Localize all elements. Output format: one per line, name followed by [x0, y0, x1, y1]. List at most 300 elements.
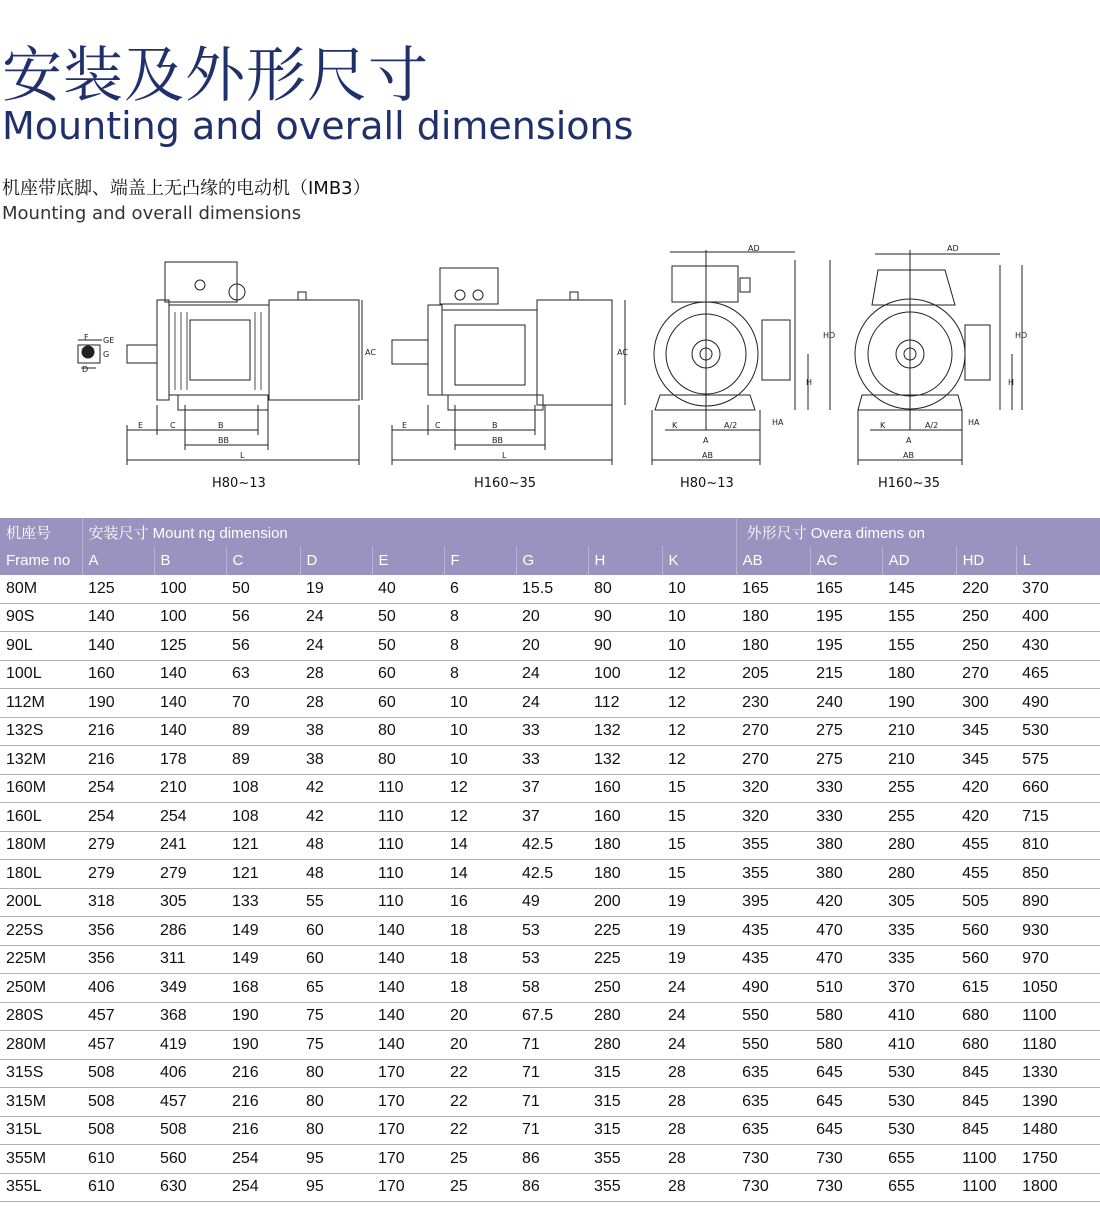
value-cell: 80 — [372, 717, 444, 746]
value-cell: 28 — [662, 1059, 736, 1088]
value-cell: 180 — [588, 831, 662, 860]
value-cell: 254 — [226, 1145, 300, 1174]
table-row — [0, 917, 1100, 946]
frame-cell: 90S — [0, 603, 82, 632]
table-body — [0, 575, 1100, 1202]
value-cell: 220 — [956, 575, 1016, 603]
value-cell: 10 — [662, 575, 736, 603]
value-cell: 345 — [956, 746, 1016, 775]
value-cell: 71 — [516, 1116, 588, 1145]
value-cell: 250 — [588, 974, 662, 1003]
end-view-small-drawing — [652, 250, 830, 465]
value-cell: 180 — [882, 660, 956, 689]
value-cell: 330 — [810, 803, 882, 832]
table-row — [0, 1002, 1100, 1031]
column-header-ad: AD — [882, 546, 956, 575]
value-cell: 170 — [372, 1145, 444, 1174]
value-cell: 149 — [226, 917, 300, 946]
value-cell: 33 — [516, 746, 588, 775]
table-row — [0, 1116, 1100, 1145]
dimensions-table — [0, 518, 1100, 1202]
value-cell: 48 — [300, 831, 372, 860]
value-cell: 90 — [588, 603, 662, 632]
value-cell: 112 — [588, 689, 662, 718]
label-BB-1: BB — [218, 436, 229, 445]
label-A-2: A — [906, 436, 912, 445]
value-cell: 53 — [516, 945, 588, 974]
value-cell: 510 — [810, 974, 882, 1003]
label-HA-1: HA — [772, 418, 784, 427]
table-row — [0, 746, 1100, 775]
value-cell: 195 — [810, 632, 882, 661]
table-header-group-row — [0, 518, 1100, 546]
column-header-e: E — [372, 546, 444, 575]
value-cell: 25 — [444, 1145, 516, 1174]
value-cell: 275 — [810, 717, 882, 746]
frame-cell: 132M — [0, 746, 82, 775]
value-cell: 89 — [226, 717, 300, 746]
value-cell: 140 — [372, 945, 444, 974]
table-header-columns-row — [0, 546, 1100, 575]
value-cell: 419 — [154, 1031, 226, 1060]
value-cell: 1050 — [1016, 974, 1100, 1003]
value-cell: 190 — [226, 1002, 300, 1031]
value-cell: 140 — [372, 1031, 444, 1060]
value-cell: 145 — [882, 575, 956, 603]
value-cell: 65 — [300, 974, 372, 1003]
value-cell: 8 — [444, 660, 516, 689]
frame-cell: 160L — [0, 803, 82, 832]
value-cell: 315 — [588, 1088, 662, 1117]
label-F: F — [84, 333, 89, 342]
frame-cell: 280S — [0, 1002, 82, 1031]
value-cell: 55 — [300, 888, 372, 917]
value-cell: 1750 — [1016, 1145, 1100, 1174]
value-cell: 655 — [882, 1145, 956, 1174]
value-cell: 508 — [82, 1059, 154, 1088]
value-cell: 155 — [882, 603, 956, 632]
value-cell: 60 — [300, 945, 372, 974]
value-cell: 280 — [882, 831, 956, 860]
label-D: D — [82, 365, 89, 374]
column-header-d: D — [300, 546, 372, 575]
value-cell: 170 — [372, 1059, 444, 1088]
value-cell: 80 — [300, 1059, 372, 1088]
table-row — [0, 689, 1100, 718]
value-cell: 241 — [154, 831, 226, 860]
frame-cell: 180L — [0, 860, 82, 889]
value-cell: 71 — [516, 1059, 588, 1088]
table-row — [0, 717, 1100, 746]
page-title-en: Mounting and overall dimensions — [2, 104, 634, 148]
frame-cell: 132S — [0, 717, 82, 746]
value-cell: 48 — [300, 860, 372, 889]
value-cell: 560 — [154, 1145, 226, 1174]
value-cell: 311 — [154, 945, 226, 974]
value-cell: 56 — [226, 603, 300, 632]
value-cell: 56 — [226, 632, 300, 661]
value-cell: 335 — [882, 917, 956, 946]
value-cell: 279 — [154, 860, 226, 889]
value-cell: 279 — [82, 831, 154, 860]
value-cell: 210 — [154, 774, 226, 803]
value-cell: 125 — [82, 575, 154, 603]
value-cell: 18 — [444, 945, 516, 974]
value-cell: 60 — [300, 917, 372, 946]
value-cell: 24 — [662, 1031, 736, 1060]
label-H-1: H — [806, 378, 813, 387]
value-cell: 22 — [444, 1116, 516, 1145]
value-cell: 160 — [588, 774, 662, 803]
value-cell: 200 — [588, 888, 662, 917]
side-view-large-drawing — [392, 268, 625, 465]
value-cell: 15 — [662, 860, 736, 889]
table-row — [0, 945, 1100, 974]
label-A2-1: A/2 — [724, 421, 738, 430]
value-cell: 19 — [662, 945, 736, 974]
value-cell: 110 — [372, 888, 444, 917]
value-cell: 490 — [736, 974, 810, 1003]
value-cell: 70 — [226, 689, 300, 718]
value-cell: 110 — [372, 803, 444, 832]
drawing-caption-2: H160~35 — [474, 476, 537, 491]
value-cell: 845 — [956, 1059, 1016, 1088]
value-cell: 635 — [736, 1059, 810, 1088]
value-cell: 225 — [588, 945, 662, 974]
table-row — [0, 603, 1100, 632]
dimension-drawings — [0, 238, 1100, 500]
value-cell: 465 — [1016, 660, 1100, 689]
value-cell: 635 — [736, 1088, 810, 1117]
value-cell: 28 — [662, 1173, 736, 1202]
value-cell: 410 — [882, 1031, 956, 1060]
value-cell: 1800 — [1016, 1173, 1100, 1202]
value-cell: 715 — [1016, 803, 1100, 832]
value-cell: 95 — [300, 1145, 372, 1174]
label-BB-2: BB — [492, 436, 503, 445]
value-cell: 280 — [882, 860, 956, 889]
value-cell: 230 — [736, 689, 810, 718]
page-title-cn: 安装及外形尺寸 — [2, 41, 429, 111]
value-cell: 355 — [588, 1173, 662, 1202]
value-cell: 140 — [154, 689, 226, 718]
value-cell: 195 — [810, 603, 882, 632]
value-cell: 380 — [810, 831, 882, 860]
shaft-key-detail — [78, 340, 102, 368]
value-cell: 160 — [82, 660, 154, 689]
frame-cell: 315S — [0, 1059, 82, 1088]
value-cell: 970 — [1016, 945, 1100, 974]
value-cell: 8 — [444, 603, 516, 632]
drawing-caption-3: H80~13 — [680, 476, 734, 491]
value-cell: 58 — [516, 974, 588, 1003]
value-cell: 22 — [444, 1059, 516, 1088]
value-cell: 42 — [300, 803, 372, 832]
value-cell: 1330 — [1016, 1059, 1100, 1088]
value-cell: 280 — [588, 1002, 662, 1031]
value-cell: 180 — [736, 632, 810, 661]
value-cell: 368 — [154, 1002, 226, 1031]
frame-cell: 90L — [0, 632, 82, 661]
value-cell: 575 — [1016, 746, 1100, 775]
value-cell: 435 — [736, 917, 810, 946]
value-cell: 14 — [444, 860, 516, 889]
value-cell: 470 — [810, 945, 882, 974]
value-cell: 280 — [588, 1031, 662, 1060]
section-subtitle-en: Mounting and overall dimensions — [2, 203, 302, 224]
value-cell: 1100 — [1016, 1002, 1100, 1031]
value-cell: 140 — [372, 1002, 444, 1031]
value-cell: 215 — [810, 660, 882, 689]
value-cell: 12 — [662, 746, 736, 775]
value-cell: 168 — [226, 974, 300, 1003]
frame-cell: 100L — [0, 660, 82, 689]
value-cell: 28 — [300, 689, 372, 718]
value-cell: 730 — [736, 1145, 810, 1174]
overall-dimension-header: 外形尺寸 Overa dimens on — [736, 518, 1100, 546]
value-cell: 24 — [300, 632, 372, 661]
value-cell: 50 — [226, 575, 300, 603]
label-HA-2: HA — [968, 418, 980, 427]
section-subtitle-cn: 机座带底脚、端盖上无凸缘的电动机（IMB3） — [2, 178, 371, 199]
value-cell: 15 — [662, 803, 736, 832]
table-row — [0, 774, 1100, 803]
value-cell: 53 — [516, 917, 588, 946]
value-cell: 630 — [154, 1173, 226, 1202]
value-cell: 20 — [444, 1002, 516, 1031]
value-cell: 15 — [662, 831, 736, 860]
table-row — [0, 1145, 1100, 1174]
value-cell: 680 — [956, 1031, 1016, 1060]
value-cell: 270 — [956, 660, 1016, 689]
label-AB-1: AB — [702, 451, 713, 460]
table-row — [0, 660, 1100, 689]
label-C-2: C — [435, 421, 441, 430]
value-cell: 270 — [736, 746, 810, 775]
value-cell: 155 — [882, 632, 956, 661]
value-cell: 89 — [226, 746, 300, 775]
value-cell: 50 — [372, 632, 444, 661]
value-cell: 110 — [372, 774, 444, 803]
value-cell: 300 — [956, 689, 1016, 718]
column-header-h: H — [588, 546, 662, 575]
value-cell: 12 — [662, 660, 736, 689]
value-cell: 67.5 — [516, 1002, 588, 1031]
value-cell: 42.5 — [516, 831, 588, 860]
value-cell: 490 — [1016, 689, 1100, 718]
value-cell: 255 — [882, 803, 956, 832]
value-cell: 216 — [226, 1116, 300, 1145]
value-cell: 6 — [444, 575, 516, 603]
value-cell: 140 — [82, 603, 154, 632]
value-cell: 610 — [82, 1145, 154, 1174]
label-A2-2: A/2 — [925, 421, 939, 430]
value-cell: 180 — [588, 860, 662, 889]
value-cell: 457 — [82, 1002, 154, 1031]
value-cell: 190 — [82, 689, 154, 718]
value-cell: 335 — [882, 945, 956, 974]
value-cell: 1100 — [956, 1145, 1016, 1174]
value-cell: 140 — [372, 917, 444, 946]
value-cell: 121 — [226, 860, 300, 889]
value-cell: 580 — [810, 1031, 882, 1060]
value-cell: 680 — [956, 1002, 1016, 1031]
value-cell: 10 — [444, 689, 516, 718]
drawing-caption-4: H160~35 — [878, 476, 941, 491]
value-cell: 38 — [300, 746, 372, 775]
value-cell: 60 — [372, 689, 444, 718]
value-cell: 286 — [154, 917, 226, 946]
value-cell: 455 — [956, 831, 1016, 860]
frame-cell: 180M — [0, 831, 82, 860]
frame-cell: 160M — [0, 774, 82, 803]
value-cell: 320 — [736, 774, 810, 803]
value-cell: 216 — [226, 1088, 300, 1117]
table-row — [0, 632, 1100, 661]
label-AD-1: AD — [748, 244, 760, 253]
value-cell: 42 — [300, 774, 372, 803]
value-cell: 205 — [736, 660, 810, 689]
value-cell: 370 — [1016, 575, 1100, 603]
value-cell: 1180 — [1016, 1031, 1100, 1060]
table-row — [0, 831, 1100, 860]
value-cell: 165 — [736, 575, 810, 603]
value-cell: 370 — [882, 974, 956, 1003]
value-cell: 75 — [300, 1031, 372, 1060]
value-cell: 90 — [588, 632, 662, 661]
value-cell: 80 — [300, 1116, 372, 1145]
value-cell: 170 — [372, 1116, 444, 1145]
value-cell: 86 — [516, 1145, 588, 1174]
frame-cell: 355M — [0, 1145, 82, 1174]
label-H-2: H — [1008, 378, 1015, 387]
value-cell: 610 — [82, 1173, 154, 1202]
value-cell: 730 — [810, 1173, 882, 1202]
value-cell: 216 — [82, 717, 154, 746]
column-header-a: A — [82, 546, 154, 575]
table-row — [0, 1031, 1100, 1060]
value-cell: 655 — [882, 1173, 956, 1202]
value-cell: 24 — [662, 974, 736, 1003]
value-cell: 254 — [82, 803, 154, 832]
value-cell: 560 — [956, 945, 1016, 974]
value-cell: 810 — [1016, 831, 1100, 860]
column-header-k: K — [662, 546, 736, 575]
frame-cell: 112M — [0, 689, 82, 718]
label-AC-2: AC — [617, 348, 628, 357]
frame-cell: 200L — [0, 888, 82, 917]
value-cell: 20 — [444, 1031, 516, 1060]
value-cell: 24 — [516, 689, 588, 718]
value-cell: 20 — [516, 603, 588, 632]
column-header-g: G — [516, 546, 588, 575]
value-cell: 140 — [154, 660, 226, 689]
value-cell: 305 — [882, 888, 956, 917]
column-header-c: C — [226, 546, 300, 575]
end-view-large-drawing — [855, 250, 1022, 465]
frame-cell: 315L — [0, 1116, 82, 1145]
value-cell: 165 — [810, 575, 882, 603]
value-cell: 1390 — [1016, 1088, 1100, 1117]
column-header-hd: HD — [956, 546, 1016, 575]
value-cell: 406 — [82, 974, 154, 1003]
value-cell: 216 — [82, 746, 154, 775]
value-cell: 40 — [372, 575, 444, 603]
value-cell: 210 — [882, 717, 956, 746]
value-cell: 420 — [956, 803, 1016, 832]
value-cell: 356 — [82, 917, 154, 946]
label-HD-2: HD — [1015, 331, 1028, 340]
value-cell: 216 — [226, 1059, 300, 1088]
value-cell: 400 — [1016, 603, 1100, 632]
value-cell: 140 — [82, 632, 154, 661]
value-cell: 635 — [736, 1116, 810, 1145]
value-cell: 190 — [882, 689, 956, 718]
value-cell: 20 — [516, 632, 588, 661]
label-K-1: K — [672, 421, 678, 430]
table-row — [0, 1088, 1100, 1117]
value-cell: 25 — [444, 1173, 516, 1202]
value-cell: 508 — [82, 1088, 154, 1117]
value-cell: 645 — [810, 1088, 882, 1117]
table-row — [0, 575, 1100, 603]
side-view-small-drawing — [127, 262, 362, 465]
value-cell: 86 — [516, 1173, 588, 1202]
table-row — [0, 1059, 1100, 1088]
value-cell: 10 — [662, 603, 736, 632]
table-row — [0, 888, 1100, 917]
value-cell: 15 — [662, 774, 736, 803]
column-header-f: F — [444, 546, 516, 575]
value-cell: 38 — [300, 717, 372, 746]
value-cell: 254 — [82, 774, 154, 803]
value-cell: 28 — [662, 1116, 736, 1145]
value-cell: 356 — [82, 945, 154, 974]
value-cell: 530 — [1016, 717, 1100, 746]
value-cell: 18 — [444, 917, 516, 946]
value-cell: 24 — [662, 1002, 736, 1031]
column-header-b: B — [154, 546, 226, 575]
value-cell: 37 — [516, 774, 588, 803]
frame-cell: 250M — [0, 974, 82, 1003]
value-cell: 71 — [516, 1031, 588, 1060]
label-K-2: K — [880, 421, 886, 430]
value-cell: 660 — [1016, 774, 1100, 803]
value-cell: 508 — [82, 1116, 154, 1145]
value-cell: 50 — [372, 603, 444, 632]
value-cell: 315 — [588, 1059, 662, 1088]
value-cell: 28 — [662, 1145, 736, 1174]
value-cell: 132 — [588, 717, 662, 746]
value-cell: 16 — [444, 888, 516, 917]
value-cell: 330 — [810, 774, 882, 803]
value-cell: 1480 — [1016, 1116, 1100, 1145]
value-cell: 110 — [372, 831, 444, 860]
value-cell: 12 — [662, 717, 736, 746]
label-E-1: E — [138, 421, 144, 430]
label-L-2: L — [502, 451, 507, 460]
value-cell: 320 — [736, 803, 810, 832]
value-cell: 12 — [444, 774, 516, 803]
value-cell: 100 — [154, 603, 226, 632]
value-cell: 60 — [372, 660, 444, 689]
value-cell: 19 — [662, 917, 736, 946]
value-cell: 42.5 — [516, 860, 588, 889]
value-cell: 108 — [226, 774, 300, 803]
value-cell: 645 — [810, 1059, 882, 1088]
value-cell: 275 — [810, 746, 882, 775]
value-cell: 37 — [516, 803, 588, 832]
